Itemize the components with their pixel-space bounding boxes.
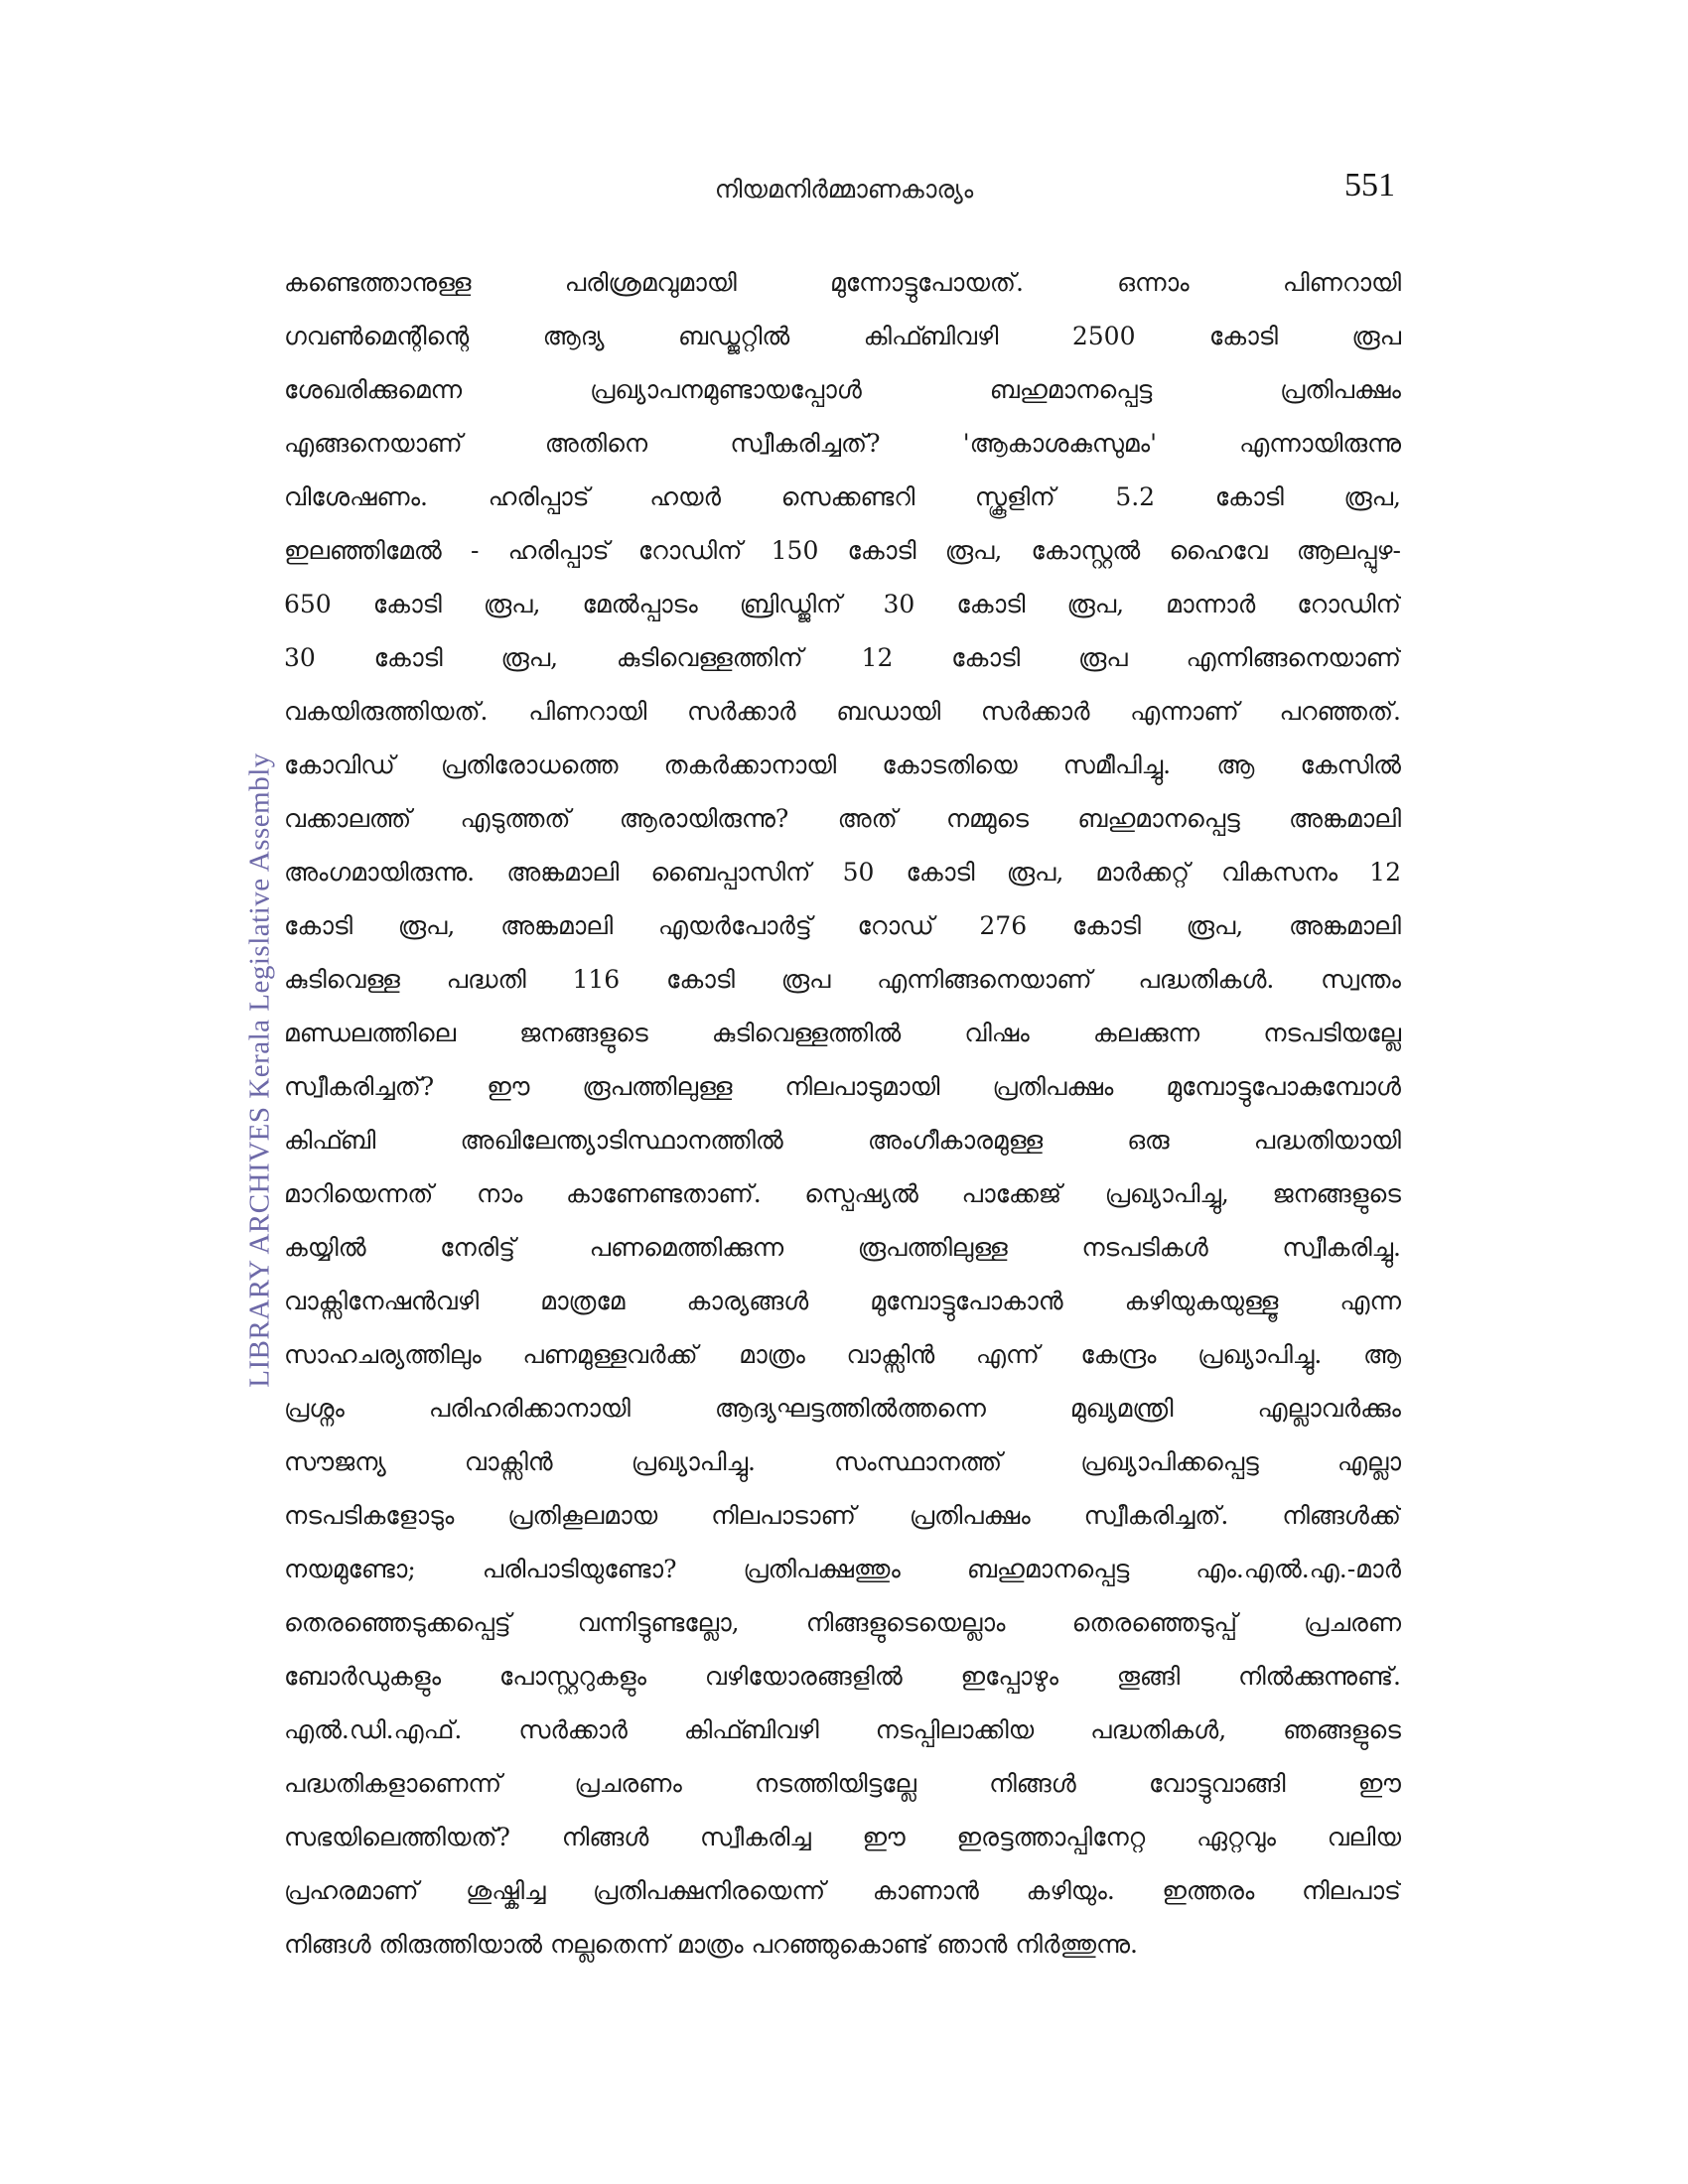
text-line: പദ്ധതികളാണെന്ന് പ്രചരണം നടത്തിയിട്ടല്ലേ നിങ്ങൾ വോട്ടുവാങ്ങി ഈ bbox=[284, 1769, 1401, 1798]
text-line: കണ്ടെത്താനുള്ള പരിശ്രമവുമായി മുന്നോട്ടുപോയത്. ഒന്നാം പിണറായി bbox=[284, 268, 1401, 297]
text-line: ശേഖരിക്കുമെന്ന പ്രഖ്യാപനമുണ്ടായപ്പോൾ ബഹുമാനപ്പെട്ട പ്രതിപക്ഷം bbox=[284, 375, 1401, 404]
text-line: ഇലഞ്ഞിമേൽ - ഹരിപ്പാട് റോഡിന് 150 കോടി രൂപ, കോസ്റ്റൽ ഹൈവേ ആലപ്പുഴ- bbox=[284, 536, 1401, 565]
text-line: അംഗമായിരുന്നു. അങ്കമാലി ബൈപ്പാസിന് 50 കോടി രൂപ, മാർക്കറ്റ് വികസനം 12 bbox=[284, 858, 1401, 887]
text-line: നടപടികളോടും പ്രതികൂലമായ നിലപാടാണ് പ്രതിപക്ഷം സ്വീകരിച്ചത്. നിങ്ങൾക്ക് bbox=[284, 1501, 1401, 1530]
text-line: കോടി രൂപ, അങ്കമാലി എയർപോർട്ട് റോഡ് 276 കോടി രൂപ, അങ്കമാലി bbox=[284, 911, 1401, 940]
text-line: സാഹചര്യത്തിലും പണമുള്ളവർക്ക് മാത്രം വാക്സിൻ എന്ന് കേന്ദ്രം പ്രഖ്യാപിച്ചു. ആ bbox=[284, 1340, 1401, 1369]
text-line: പ്രശ്നം പരിഹരിക്കാനായി ആദ്യഘട്ടത്തിൽത്തന്നെ മുഖ്യമന്ത്രി എല്ലാവർക്കും bbox=[284, 1394, 1401, 1423]
text-line: ബോർഡുകളും പോസ്റ്ററുകളും വഴിയോരങ്ങളിൽ ഇപ്പോഴും തൂങ്ങി നിൽക്കുന്നുണ്ട്. bbox=[284, 1662, 1401, 1691]
text-line: കോവിഡ് പ്രതിരോധത്തെ തകർക്കാനായി കോടതിയെ സമീപിച്ചു. ആ കേസിൽ bbox=[284, 751, 1401, 779]
text-line: എങ്ങനെയാണ് അതിനെ സ്വീകരിച്ചത്? 'ആകാശകുസുമം' എന്നായിരുന്നു bbox=[284, 429, 1401, 458]
text-line: നയമുണ്ടോ; പരിപാടിയുണ്ടോ? പ്രതിപക്ഷത്തും ബഹുമാനപ്പെട്ട എം.എൽ.എ.-മാർ bbox=[284, 1555, 1401, 1583]
text-line: എൽ.ഡി.എഫ്. സർക്കാർ കിഫ്ബിവഴി നടപ്പിലാക്കിയ പദ്ധതികൾ, ഞങ്ങളുടെ bbox=[284, 1715, 1401, 1744]
page-header bbox=[273, 167, 1415, 216]
text-line: സൗജന്യ വാക്സിൻ പ്രഖ്യാപിച്ചു. സംസ്ഥാനത്ത് പ്രഖ്യാപിക്കപ്പെട്ട എല്ലാ bbox=[284, 1447, 1401, 1476]
text-line: മണ്ഡലത്തിലെ ജനങ്ങളുടെ കുടിവെള്ളത്തിൽ വിഷം കലക്കുന്ന നടപടിയല്ലേ bbox=[284, 1019, 1401, 1047]
text-line: വാക്സിനേഷൻവഴി മാത്രമേ കാര്യങ്ങൾ മുമ്പോട്ടുപോകാൻ കഴിയുകയുള്ളൂ എന്ന bbox=[284, 1287, 1401, 1315]
page-number: 551 bbox=[1344, 167, 1395, 204]
text-line: പ്രഹരമാണ് ശുഷ്കിച്ച പ്രതിപക്ഷനിരയെന്ന് കാണാൻ കഴിയും. ഇത്തരം നിലപാട് bbox=[284, 1876, 1401, 1905]
text-line: ഗവൺമെന്റിന്റെ ആദ്യ ബഡ്ജറ്റിൽ കിഫ്ബിവഴി 2500 കോടി രൂപ bbox=[284, 322, 1401, 350]
text-line: സ്വീകരിച്ചത്? ഈ രൂപത്തിലുള്ള നിലപാടുമായി പ്രതിപക്ഷം മുമ്പോട്ടുപോകുമ്പോൾ bbox=[284, 1072, 1401, 1101]
text-line: കുടിവെള്ള പദ്ധതി 116 കോടി രൂപ എന്നിങ്ങനെയാണ് പദ്ധതികൾ. സ്വന്തം bbox=[284, 965, 1401, 994]
running-title: നിയമനിർമ്മാണകാര്യം bbox=[714, 175, 974, 204]
body-paragraph bbox=[284, 256, 1401, 1972]
text-line: കയ്യിൽ നേരിട്ട് പണമെത്തിക്കുന്ന രൂപത്തിലുള്ള നടപടികൾ സ്വീകരിച്ചു. bbox=[284, 1233, 1401, 1262]
text-line: 650 കോടി രൂപ, മേൽപ്പാടം ബ്രിഡ്ജിന് 30 കോടി രൂപ, മാന്നാർ റോഡിന് bbox=[284, 590, 1401, 618]
text-line: വകയിരുത്തിയത്. പിണറായി സർക്കാർ ബഡായി സർക്കാർ എന്നാണ് പറഞ്ഞത്. bbox=[284, 697, 1401, 726]
text-line: വക്കാലത്ത് എടുത്തത് ആരായിരുന്നു? അത് നമ്മുടെ ബഹുമാനപ്പെട്ട അങ്കമാലി bbox=[284, 804, 1401, 833]
text-line: വിശേഷണം. ഹരിപ്പാട് ഹയർ സെക്കണ്ടറി സ്കൂളിന് 5.2 കോടി രൂപ, bbox=[284, 482, 1401, 511]
text-line: മാറിയെന്നത് നാം കാണേണ്ടതാണ്. സ്പെഷ്യൽ പാക്കേജ് പ്രഖ്യാപിച്ചു, ജനങ്ങളുടെ bbox=[284, 1179, 1401, 1208]
library-archives-watermark: LIBRARY ARCHIVES Kerala Legislative Assembly bbox=[243, 752, 276, 1388]
text-line: കിഫ്ബി അഖിലേന്ത്യാടിസ്ഥാനത്തിൽ അംഗീകാരമുള്ള ഒരു പദ്ധതിയായി bbox=[284, 1126, 1401, 1155]
text-line: തെരഞ്ഞെടുക്കപ്പെട്ട് വന്നിട്ടുണ്ടല്ലോ, നിങ്ങളുടെയെല്ലാം തെരഞ്ഞെടുപ്പ് പ്രചരണ bbox=[284, 1608, 1401, 1637]
text-line: 30 കോടി രൂപ, കുടിവെള്ളത്തിന് 12 കോടി രൂപ എന്നിങ്ങനെയാണ് bbox=[284, 643, 1401, 672]
text-line: സഭയിലെത്തിയത്? നിങ്ങൾ സ്വീകരിച്ച ഈ ഇരട്ടത്താപ്പിനേറ്റ ഏറ്റവും വലിയ bbox=[284, 1823, 1401, 1851]
text-line: നിങ്ങൾ തിരുത്തിയാൽ നല്ലതെന്ന് മാത്രം പറഞ്ഞുകൊണ്ട് ഞാൻ നിർത്തുന്നു. bbox=[284, 1930, 1138, 1959]
